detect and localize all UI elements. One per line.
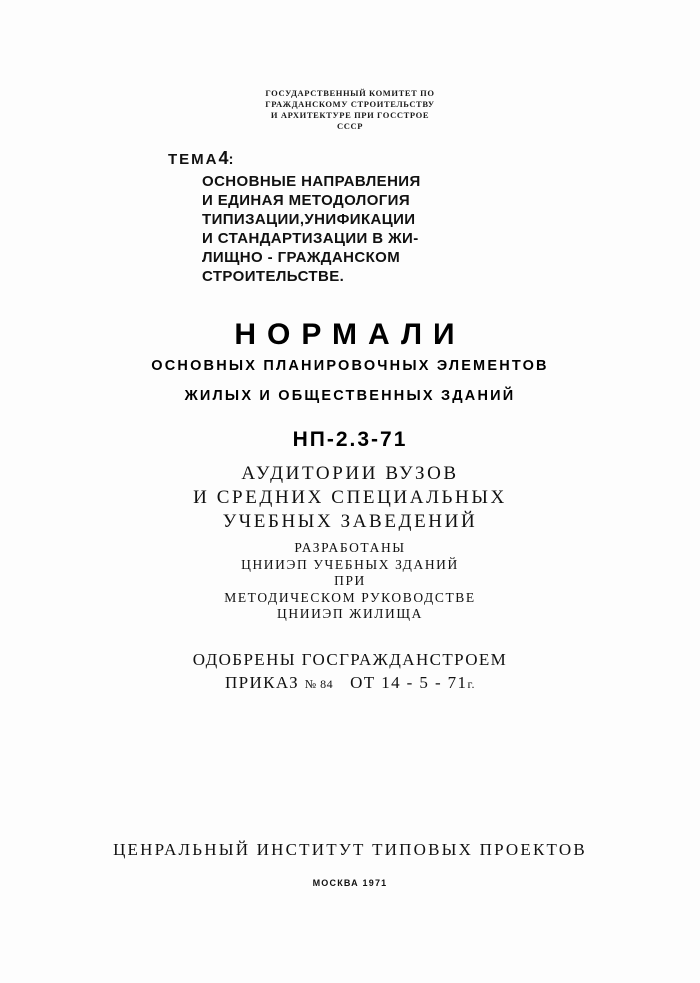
- theme-text-line: ТИПИЗАЦИИ,УНИФИКАЦИИ: [202, 211, 416, 228]
- theme-text-line: И ЕДИНАЯ МЕТОДОЛОГИЯ: [202, 192, 411, 209]
- developers-block: [0, 540, 700, 623]
- theme-heading: [168, 148, 608, 169]
- developer-line: ПРИ: [334, 573, 366, 588]
- approval-statement: ОДОБРЕНЫ ГОСГРАЖДАНСТРОЕМ: [192, 650, 508, 669]
- order-date: ОТ 14 - 5 - 71: [350, 673, 468, 692]
- order-number: № 84: [304, 677, 334, 691]
- page-subtitle-secondary: ЖИЛЫХ И ОБЩЕСТВЕННЫХ ЗДАНИЙ: [184, 388, 516, 404]
- developer-line: РАЗРАБОТАНЫ: [294, 540, 406, 555]
- theme-label: ТЕМА: [168, 151, 219, 168]
- theme-block: [168, 148, 608, 286]
- approval-order: [0, 671, 700, 696]
- document-subject: [0, 462, 700, 534]
- organization-line-2: ГРАЖДАНСКОМУ СТРОИТЕЛЬСТВУ: [265, 99, 435, 109]
- issuing-organization: [0, 88, 700, 132]
- theme-text-line: ЛИЩНО - ГРАЖДАНСКОМ: [202, 249, 401, 266]
- theme-colon: :: [228, 151, 236, 168]
- organization-line-3: И АРХИТЕКТУРЕ ПРИ ГОССТРОЕ: [270, 110, 430, 120]
- subject-line: АУДИТОРИИ ВУЗОВ: [241, 463, 459, 484]
- page-title: НОРМАЛИ: [234, 318, 466, 351]
- document-code: НП-2.3-71: [292, 428, 408, 451]
- order-label: ПРИКАЗ: [224, 673, 300, 692]
- developer-line: МЕТОДИЧЕСКОМ РУКОВОДСТВЕ: [224, 589, 476, 605]
- organization-line-1: ГОСУДАРСТВЕННЫЙ КОМИТЕТ ПО: [265, 88, 435, 98]
- order-date-suffix: г.: [467, 677, 476, 691]
- subject-line: И СРЕДНИХ СПЕЦИАЛЬНЫХ: [193, 487, 507, 508]
- subject-line: УЧЕБНЫХ ЗАВЕДЕНИЙ: [222, 511, 478, 532]
- theme-text-line: СТРОИТЕЛЬСТВЕ.: [202, 268, 345, 285]
- page-subtitle-primary: ОСНОВНЫХ ПЛАНИРОВОЧНЫХ ЭЛЕМЕНТОВ: [151, 358, 549, 374]
- organization-line-4: СССР: [336, 121, 363, 131]
- theme-number: 4: [218, 148, 229, 168]
- theme-text-line: И СТАНДАРТИЗАЦИИ В ЖИ-: [202, 230, 419, 247]
- developer-line: ЦНИИЭП ЖИЛИЩА: [277, 606, 423, 621]
- theme-text-line: ОСНОВНЫЕ НАПРАВЛЕНИЯ: [202, 173, 421, 190]
- approval-block: [0, 648, 700, 696]
- publisher-name: ЦЕНРАЛЬНЫЙ ИНСТИТУТ ТИПОВЫХ ПРОЕКТОВ: [113, 840, 587, 859]
- place-and-year: МОСКВА 1971: [312, 878, 388, 888]
- developer-line: ЦНИИЭП УЧЕБНЫХ ЗДАНИЙ: [241, 556, 459, 572]
